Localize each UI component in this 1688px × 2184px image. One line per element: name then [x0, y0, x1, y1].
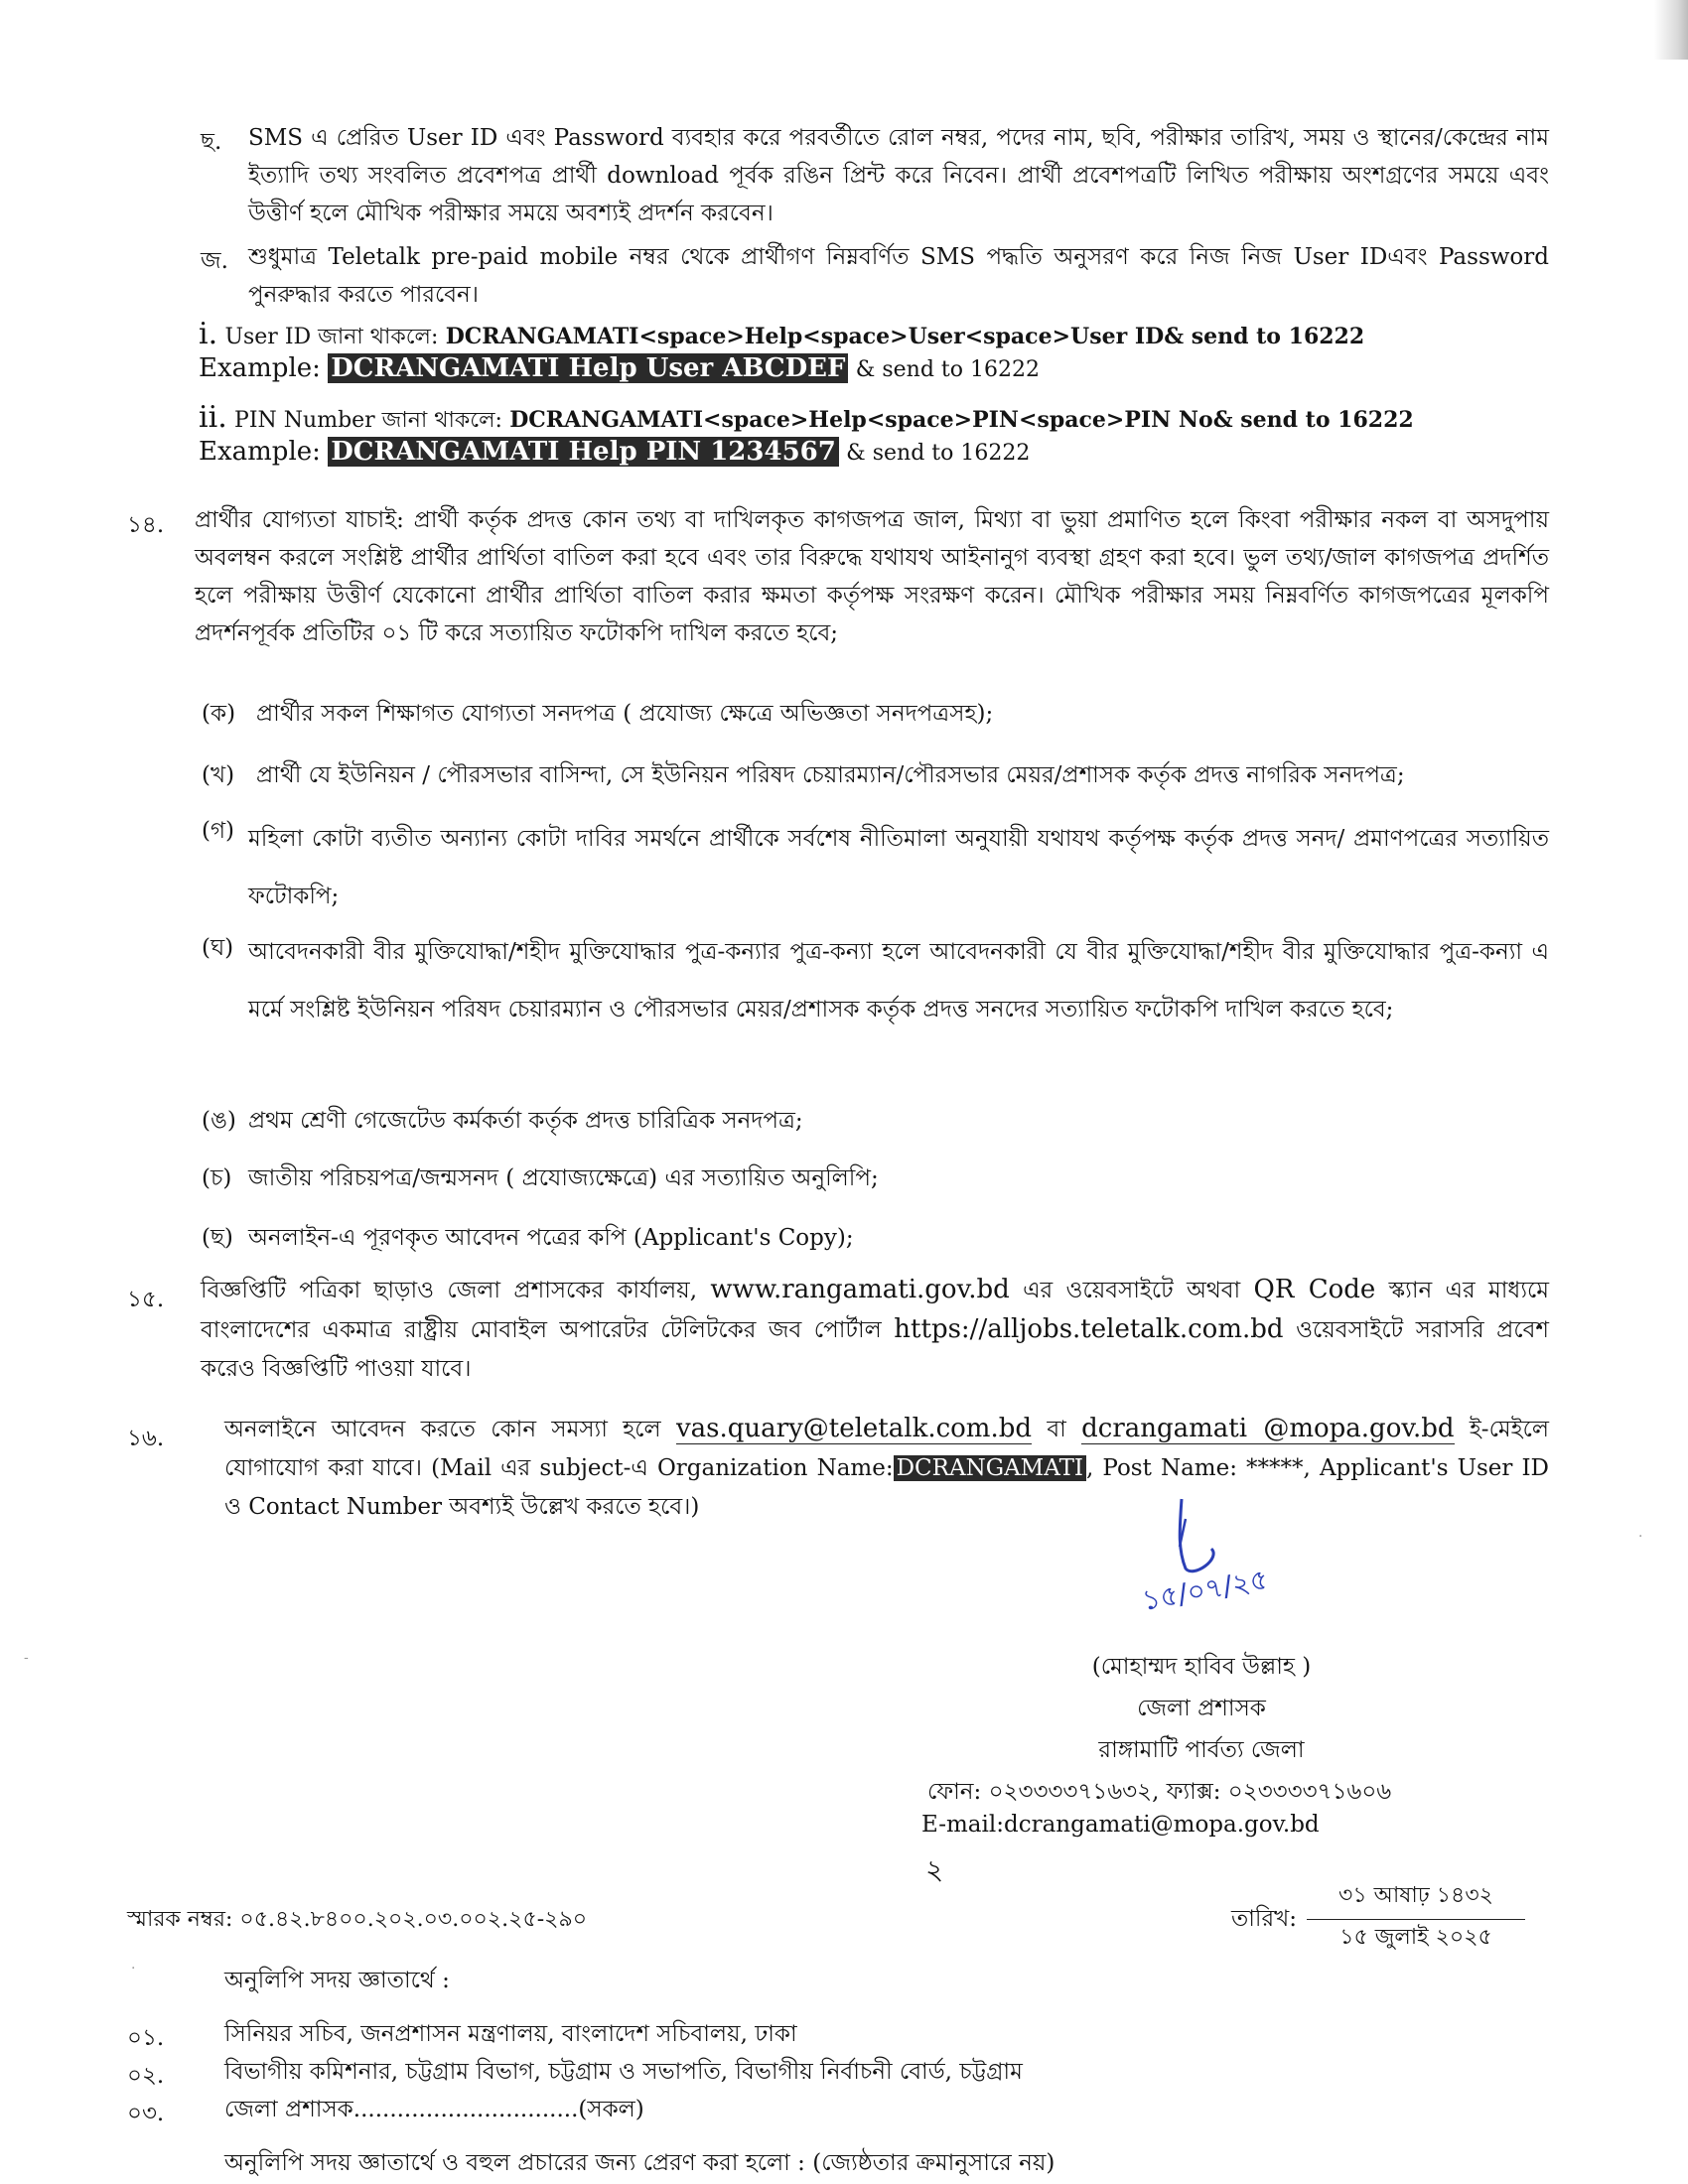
- copy-item-3-number: ০৩.: [127, 2101, 165, 2126]
- item-cha-marker: ছ.: [201, 129, 222, 155]
- copies-footer: অনুলিপি সদয় জ্ঞাতার্থে ও বহুল প্রচারের জন্য প্রেরণ করা হলো : (জ্যেষ্ঠতার ক্রমানুসারে নয়): [224, 2150, 1055, 2176]
- qr-code-text: QR Code: [1253, 1275, 1376, 1304]
- s14-item-chha-marker: (ছ): [202, 1225, 233, 1251]
- scan-speck: ·: [1638, 1529, 1643, 1545]
- signatory-district: রাঙ্গামাটি পার্বত্য জেলা: [1098, 1737, 1305, 1763]
- memo-reference: [127, 1902, 587, 1939]
- s14-item-cha-marker: (চ): [202, 1165, 232, 1191]
- copy-item-2-text: বিভাগীয় কমিশনার, চট্টগ্রাম বিভাগ, চট্টগ্রাম ও সভাপতি, বিভাগীয় নির্বাচনী বোর্ড, চট্টগ্রাম: [224, 2059, 1023, 2085]
- signatory-title: জেলা প্রশাসক: [1137, 1696, 1266, 1721]
- pin-example-line: [199, 433, 1589, 473]
- item-ja-text: শুধুমাত্র Teletalk pre-paid mobile নম্বর থেকে প্রার্থীগণ নিম্নবর্ণিত SMS পদ্ধতি অনুসরণ করে নিজ নিজ User IDএবং Password পুনরুদ্ধার করতে পারবেন।: [248, 244, 1549, 308]
- item-cha-text: SMS এ প্রেরিত User ID এবং Password ব্যবহার করে পরবর্তীতে রোল নম্বর, পদের নাম, ছবি, পরীক্ষার তারিখ, সময় ও স্থানের/কেন্দ্রের নাম ইত্যাদি তথ্য সংবলিত প্রবেশপত্র প্রার্থী download পূর্বক রঙিন প্রিন্ট করে নিবেন। প্রার্থী প্রবেশপত্রটি লিখিত পরীক্ষায় অংশগ্রণের সময়ে এবং উত্তীর্ণ হলে মৌখিক পরীক্ষার সময়ে অবশ্যই প্রদর্শন করবেন।: [248, 125, 1549, 226]
- section-16-text-b: ই-মেইলে যোগাযোগ করা যাবে। (Mail এর subject-এ Organization Name:: [224, 1417, 1550, 1481]
- pin-command: DCRANGAMATI<space>Help<space>PIN<space>PIN No& send to 16222: [509, 407, 1414, 433]
- s14-item-kha-marker: (খ): [202, 762, 235, 788]
- pin-example-code: DCRANGAMATI Help PIN 1234567: [328, 437, 839, 467]
- copy-item-1-text: সিনিয়র সচিব, জনপ্রশাসন মন্ত্রণালয়, বাংলাদেশ সচিবালয়, ঢাকা: [224, 2021, 797, 2047]
- s14-item-ga-marker: (গ): [202, 818, 235, 844]
- copies-heading: অনুলিপি সদয় জ্ঞাতার্থে :: [224, 1968, 450, 1993]
- section-16-number: ১৬.: [127, 1426, 165, 1451]
- section-15-text-c: স্ক্যান এর মাধ্যমে বাংলাদেশের একমাত্র রাষ্ট্রীয় মোবাইল অপারেটর টেলিটকের জব পোর্টাল: [201, 1278, 1550, 1343]
- copy-item-3-text: জেলা প্রশাসক...............................(সকল): [224, 2097, 644, 2122]
- pin-example-tail: & send to 16222: [846, 441, 1031, 466]
- scan-speck: -: [24, 1650, 29, 1666]
- userid-label: User ID জানা থাকলে:: [224, 325, 439, 349]
- helpdesk-email-link[interactable]: vas.quary@teletalk.com.bd: [675, 1414, 1033, 1443]
- section-14-number: ১৪.: [127, 512, 165, 538]
- copy-item-1-number: ০১.: [127, 2025, 165, 2051]
- memo-ref-number: ০৫.৪২.৮৪০০.২০২.০৩.০০২.২৫-২৯০: [239, 1907, 588, 1932]
- section-15-text-d: ওয়েবসাইটে সরাসরি প্রবেশ করেও বিজ্ঞপ্তিটি পাওয়া যাবে।: [201, 1317, 1550, 1382]
- memo-date-gregorian: ১৫ জুলাই ২০২৫: [1339, 1925, 1492, 1950]
- section-15-text-a: বিজ্ঞপ্তিটি পত্রিকা ছাড়াও জেলা প্রশাসকের কার্যালয়,: [201, 1278, 698, 1303]
- s14-item-uma-text: প্রথম শ্রেণী গেজেটেড কর্মকর্তা কর্তৃক প্রদত্ত চারিত্রিক সনদপত্র;: [248, 1108, 803, 1134]
- section-15-text: [201, 1271, 1549, 1389]
- userid-example-line: [199, 349, 1589, 389]
- section-14-text: প্রার্থীর যোগ্যতা যাচাই: প্রার্থী কর্তৃক প্রদত্ত কোন তথ্য বা দাখিলকৃত কাগজপত্র জাল, মিথ্যা বা ভুয়া প্রমাণিত হলে কিংবা পরীক্ষার নকল বা অসদুপায় অবলম্বন করলে সংশ্লিষ্ট প্রার্থীর প্রার্থিতা বাতিল করা হবে এবং তার বিরুদ্ধে যথাযথ আইনানুগ ব্যবস্থা গ্রহণ করা হবে। ভুল তথ্য/জাল কাগজপত্র প্রদর্শিত হলে পরীক্ষায় উত্তীর্ণ যেকোনো প্রার্থীর প্রার্থিতা বাতিল করার ক্ষমতা কর্তৃপক্ষ সংরক্ষণ করেন। মৌখিক পরীক্ষার সময় নিম্নবর্ণিত কাগজপত্রের মূলকপি প্রদর্শনপূর্বক প্রতিটির ০১ টি করে সত্যায়িত ফটোকপি দাখিল করতে হবে;: [195, 507, 1549, 646]
- userid-example-label: Example:: [199, 353, 321, 383]
- item-ja-marker: জ.: [201, 248, 228, 274]
- pin-marker: ii.: [199, 400, 227, 435]
- userid-example-tail: & send to 16222: [855, 357, 1040, 382]
- s14-item-kha-text: প্রার্থী যে ইউনিয়ন / পৌরসভার বাসিন্দা, সে ইউনিয়ন পরিষদ চেয়ারম্যান/পৌরসভার মেয়র/প্রশাসক কর্তৃক প্রদত্ত নাগরিক সনদপত্র;: [256, 762, 1405, 788]
- memo-date-bangla: ৩১ আষাঢ় ১৪৩২: [1307, 1878, 1525, 1920]
- s14-item-chha-text: অনলাইন-এ পূরণকৃত আবেদন পত্রের কপি (Applicant's Copy);: [248, 1225, 854, 1251]
- copy-item-2-number: ০২.: [127, 2063, 165, 2089]
- handwritten-mark: ২: [925, 1853, 944, 1886]
- organization-name: DCRANGAMATI: [894, 1455, 1086, 1481]
- signature-date: ১৫/০৭/২৫: [1139, 1563, 1271, 1617]
- section-15-text-b: এর ওয়েবসাইটে অথবা: [1023, 1278, 1241, 1303]
- s14-item-cha-text: জাতীয় পরিচয়পত্র/জন্মসনদ ( প্রযোজ্যক্ষেত্রে) এর সত্যায়িত অনুলিপি;: [248, 1165, 879, 1191]
- memo-ref-label: স্মারক নম্বর:: [127, 1907, 233, 1932]
- memo-date-label: তারিখ:: [1231, 1906, 1298, 1932]
- signatory-phone: ফোন: ০২৩৩৩৩৭১৬৩২, ফ্যাক্স: ০২৩৩৩৩৭১৬০৬: [927, 1779, 1392, 1805]
- job-portal-link[interactable]: https://alljobs.teletalk.com.bd: [894, 1314, 1284, 1344]
- section-16-or: বা: [1047, 1417, 1066, 1442]
- section-16-text-a: অনলাইনে আবেদন করতে কোন সমস্যা হলে: [224, 1417, 661, 1442]
- signatory-name: (মোহাম্মদ হাবিব উল্লাহ ): [1091, 1654, 1312, 1680]
- userid-example-code: DCRANGAMATI Help User ABCDEF: [328, 353, 848, 383]
- dc-email-link[interactable]: dcrangamati @mopa.gov.bd: [1081, 1414, 1455, 1443]
- s14-item-ga-text: মহিলা কোটা ব্যতীত অন্যান্য কোটা দাবির সমর্থনে প্রার্থীকে সর্বশেষ নীতিমালা অনুযায়ী যথাযথ কর্তৃপক্ষ কর্তৃক প্রদত্ত সনদ/ প্রমাণপত্রের সত্যায়িত ফটোকপি;: [248, 826, 1549, 909]
- s14-item-ka-marker: (ক): [202, 701, 236, 727]
- s14-item-uma-marker: (ঙ): [202, 1108, 236, 1134]
- signatory-email: E-mail:dcrangamati@mopa.gov.bd: [921, 1812, 1320, 1838]
- website-link[interactable]: www.rangamati.gov.bd: [710, 1275, 1010, 1304]
- userid-marker: i.: [199, 317, 218, 351]
- section-16-text-c: , Post Name: *****, Applicant's User ID ও Contact Number অবশ্যই উল্লেখ করতে হবে।): [224, 1455, 1549, 1520]
- s14-item-ka-text: প্রার্থীর সকল শিক্ষাগত যোগ্যতা সনদপত্র ( প্রযোজ্য ক্ষেত্রে অভিজ্ঞতা সনদপত্রসহ);: [256, 701, 994, 727]
- pin-example-label: Example:: [199, 437, 321, 467]
- scan-speck: ·: [131, 1961, 136, 1977]
- section-16-text: [224, 1410, 1549, 1527]
- s14-item-gha-marker: (ঘ): [202, 935, 234, 961]
- pin-label: PIN Number জানা থাকলে:: [234, 408, 502, 433]
- userid-command: DCRANGAMATI<space>Help<space>User<space>User ID& send to 16222: [445, 324, 1365, 349]
- s14-item-gha-text: আবেদনকারী বীর মুক্তিযোদ্ধা/শহীদ মুক্তিযোদ্ধার পুত্র-কন্যার পুত্র-কন্যা হলে আবেদনকারী যে বীর মুক্তিযোদ্ধা/শহীদ বীর মুক্তিযোদ্ধার পুত্র-কন্যা এ মর্মে সংশ্লিষ্ট ইউনিয়ন পরিষদ চেয়ারম্যান ও পৌরসভার মেয়র/প্রশাসক কর্তৃক প্রদত্ত সনদের সত্যায়িত ফটোকপি দাখিল করতে হবে;: [248, 939, 1549, 1023]
- section-15-number: ১৫.: [127, 1287, 165, 1312]
